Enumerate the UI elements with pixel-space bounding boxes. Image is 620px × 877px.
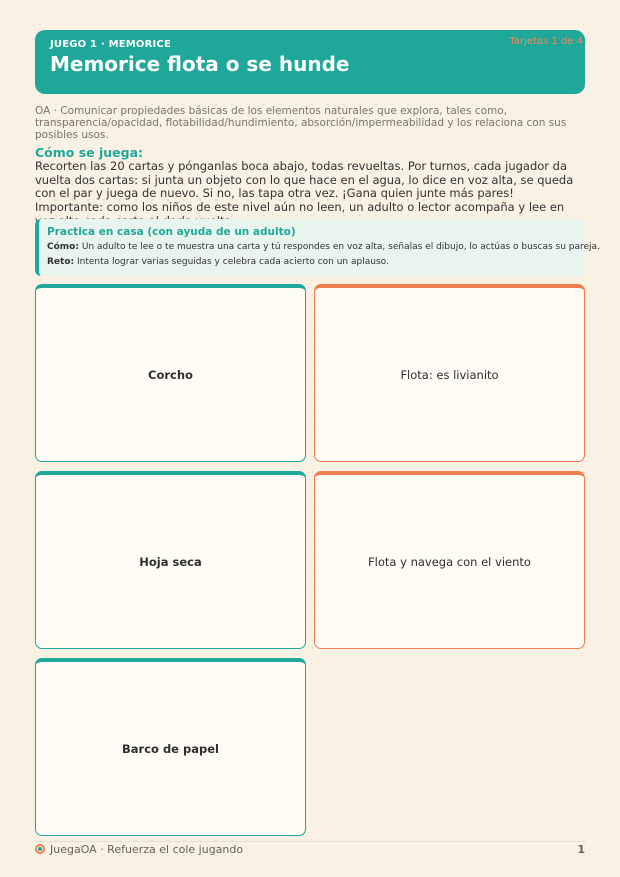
card-behavior-1 [314, 284, 585, 462]
card-object-3 [35, 658, 306, 836]
card-text: Barco de papel [122, 741, 219, 756]
card-text: Flota: es livianito [400, 367, 499, 382]
cards-badge: Tarjetas 1 de 4 [509, 36, 583, 47]
how-to-play-title: Cómo se juega: [35, 145, 144, 160]
practice-box [35, 219, 600, 276]
footer-divider [35, 841, 585, 842]
card-object-1 [35, 284, 306, 462]
card-text: Corcho [148, 367, 193, 382]
practice-challenge [47, 257, 389, 267]
page-title: Memorice flota o se hunde [50, 52, 350, 76]
page-header [35, 30, 585, 94]
practice-title: Practica en casa (con ayuda de un adulto) [47, 226, 296, 238]
practice-how-text: Un adulto te lee o te muestra una carta y tú respondes en voz alta, señalas el dibujo, lo actúas o buscas su pareja. [81, 242, 600, 252]
footer-text: JuegaOA · Refuerza el cole jugando [50, 843, 244, 856]
learning-objective: OA · Comunicar propiedades básicas de los elementos naturales que explora, tales como, transparencia/opacidad, flotabilidad/hundimiento, absorción/impermeabilidad y los relaciona con sus posibles usos. [35, 105, 567, 141]
practice-challenge-text: Intenta lograr varias seguidas y celebra cada acierto con un aplauso. [77, 257, 389, 267]
card-behavior-2 [314, 471, 585, 649]
card-object-2 [35, 471, 306, 649]
practice-how-label: Cómo: [47, 242, 79, 252]
brand-logo-icon [35, 844, 45, 854]
card-text: Hoja seca [139, 554, 202, 569]
practice-challenge-label: Reto: [47, 257, 75, 267]
how-to-play-text: Recorten las 20 cartas y pónganlas boca abajo, todas revueltas. Por turnos, cada jugador da vuelta dos cartas: si junta un objeto con lo que hace en el agua, lo dice en voz alta, se queda con el par y juega de nuevo. Si no, las tapa otra vez. ¡Gana quien junte más pares! Importante: como los niños de este nivel aún no leen, un adulto o lector acompaña y lee en [35, 159, 574, 215]
practice-how [47, 242, 600, 252]
page-number: 1 [577, 843, 585, 856]
game-kicker: JUEGO 1 · MEMORICE [50, 39, 172, 50]
card-text: Flota y navega con el viento [368, 554, 531, 569]
